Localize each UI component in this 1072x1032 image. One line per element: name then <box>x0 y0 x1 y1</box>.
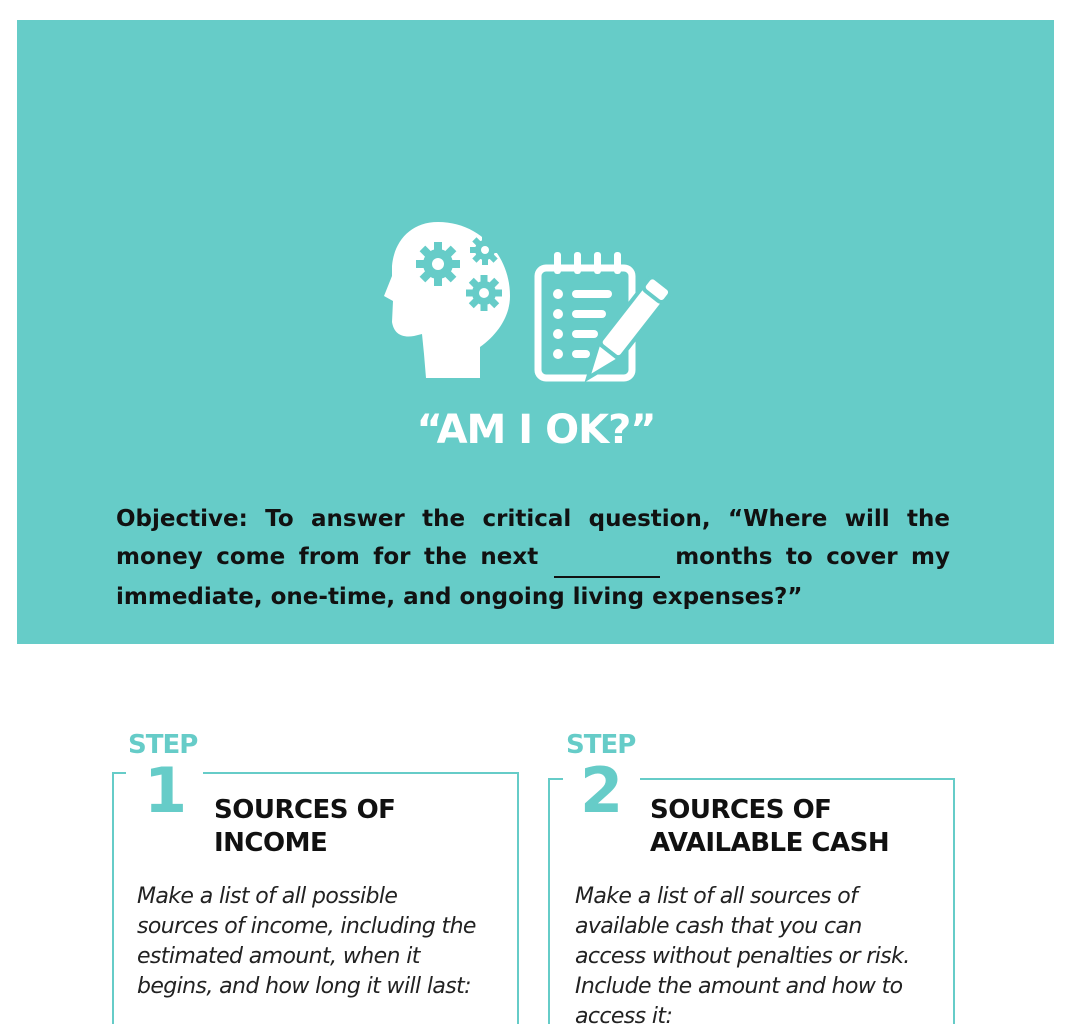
step-1-heading <box>214 794 395 860</box>
step-1-label: STEP <box>128 730 198 760</box>
step-2-label: STEP <box>566 730 636 760</box>
banner-title: “AM I OK?” <box>416 407 656 453</box>
objective-text <box>116 500 950 616</box>
step-1-description-line: Make a list of all possible <box>137 884 398 909</box>
step-1-description <box>137 882 476 1002</box>
step-2-heading <box>650 794 889 860</box>
step-1-heading-line: INCOME <box>214 828 328 858</box>
step-2-description-line: access without penalties or risk. <box>575 944 910 969</box>
step-1-description-line: sources of income, including the <box>137 914 476 939</box>
fill-in-blank[interactable] <box>554 538 660 578</box>
step-2-description-line: access it: <box>575 1004 673 1029</box>
step-2-heading-line: SOURCES OF <box>650 795 832 825</box>
step-2-description <box>575 882 910 1032</box>
step-1-description-line: begins, and how long it will last: <box>137 974 471 999</box>
step-2-description-line: Include the amount and how to <box>575 974 903 999</box>
step-2-description-line: available cash that you can <box>575 914 862 939</box>
step-2-number: 2 <box>580 754 624 827</box>
step-1-number: 1 <box>144 754 188 827</box>
objective-after-blank: months to cover my immediate, one-time, and ongoing living expenses?” <box>116 544 951 610</box>
step-1-heading-line: SOURCES OF <box>214 795 396 825</box>
step-2-heading-line: AVAILABLE CASH <box>650 828 890 858</box>
step-1-description-line: estimated amount, when it <box>137 944 420 969</box>
step-2-description-line: Make a list of all sources of <box>575 884 858 909</box>
head-gears-notepad-icon <box>380 210 690 400</box>
objective-before-blank: Objective: To answer the critical question, “Where will the money come from for the next <box>116 506 950 570</box>
